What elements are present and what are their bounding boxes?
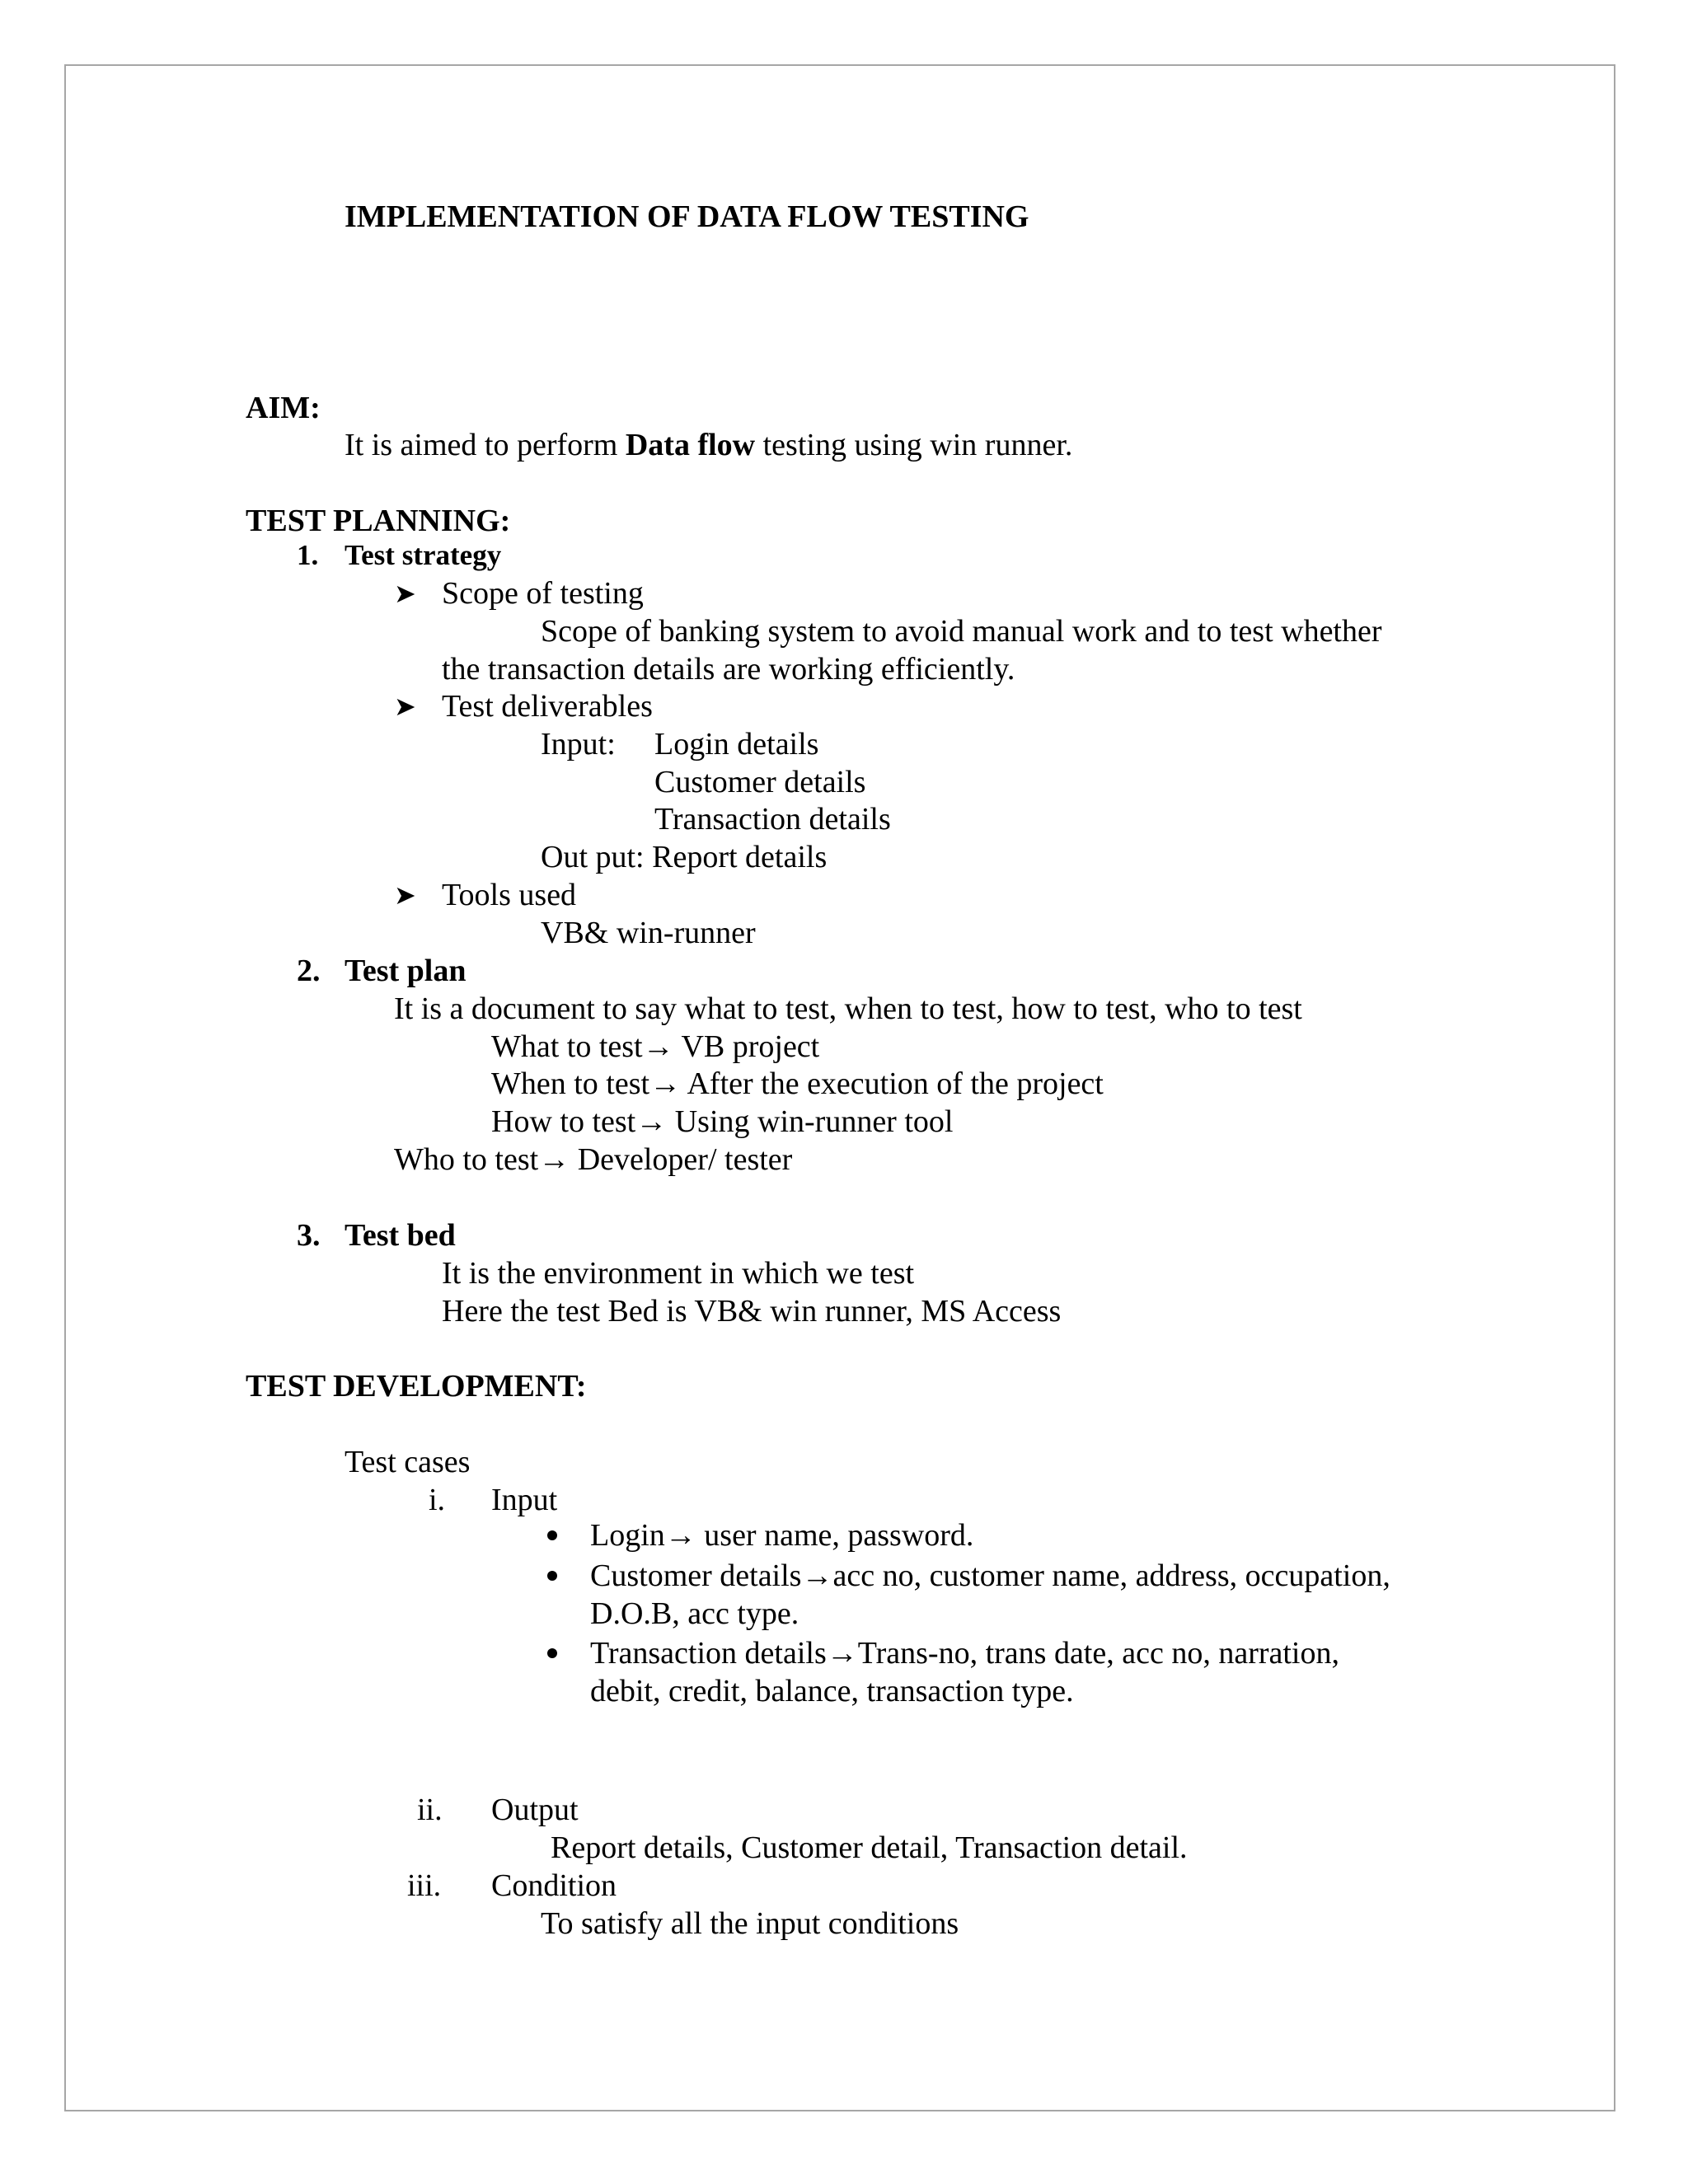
bed-label: Test bed bbox=[345, 1218, 456, 1253]
condition-case-value: To satisfy all the input conditions bbox=[541, 1906, 959, 1941]
condition-case-label: Condition bbox=[491, 1868, 617, 1903]
customer-case-line-2: D.O.B, acc type. bbox=[590, 1596, 799, 1631]
plan-label: Test plan bbox=[345, 954, 467, 988]
tools-label: Tools used bbox=[442, 878, 577, 912]
right-arrow-icon: → bbox=[649, 1066, 682, 1101]
bed-number: 3. bbox=[297, 1218, 321, 1253]
tools-value: VB& win-runner bbox=[541, 916, 756, 950]
plan-when-label: When to test bbox=[491, 1066, 650, 1101]
input-number: i. bbox=[429, 1483, 446, 1517]
round-bullet-icon bbox=[547, 1571, 557, 1581]
plan-who-label: Who to test bbox=[394, 1142, 539, 1177]
plan-how-label: How to test bbox=[491, 1104, 636, 1139]
customer-case bbox=[590, 1557, 1390, 1595]
transaction-case bbox=[590, 1634, 1339, 1672]
aim-heading: AIM: bbox=[246, 391, 321, 425]
plan-what bbox=[491, 1028, 819, 1066]
test-development-heading: TEST DEVELOPMENT: bbox=[246, 1369, 587, 1404]
input-label: Input: bbox=[541, 727, 616, 762]
right-arrow-icon: → bbox=[826, 1636, 858, 1671]
input-case-label: Input bbox=[491, 1483, 558, 1517]
aim-text-start: It is aimed to perform bbox=[345, 428, 626, 462]
output-case-label: Output bbox=[491, 1793, 579, 1827]
transaction-case-line-2: debit, credit, balance, transaction type. bbox=[590, 1674, 1074, 1708]
bed-line-2: Here the test Bed is VB& win runner, MS Access bbox=[442, 1294, 1062, 1329]
input-item: Customer details bbox=[654, 765, 866, 799]
customer-case-value: acc no, customer name, address, occupation, bbox=[832, 1558, 1390, 1593]
output-value: Report details bbox=[652, 840, 828, 874]
scope-line-1: Scope of banking system to avoid manual work and to test whether bbox=[541, 614, 1382, 649]
test-cases-label: Test cases bbox=[345, 1445, 471, 1479]
plan-what-label: What to test bbox=[491, 1029, 643, 1064]
strategy-label: Test strategy bbox=[345, 539, 502, 571]
aim-text-end: testing using win runner. bbox=[755, 428, 1073, 462]
arrowhead-bullet-icon: ➤ bbox=[394, 579, 416, 608]
login-case bbox=[590, 1516, 973, 1554]
plan-when-value: After the execution of the project bbox=[681, 1066, 1104, 1101]
plan-when bbox=[491, 1065, 1104, 1103]
plan-description: It is a document to say what to test, when to test, how to test, who to test bbox=[394, 991, 1302, 1026]
plan-number: 2. bbox=[297, 954, 321, 988]
plan-how bbox=[491, 1103, 953, 1141]
round-bullet-icon bbox=[547, 1648, 557, 1658]
arrowhead-bullet-icon: ➤ bbox=[394, 691, 416, 721]
document-title: IMPLEMENTATION OF DATA FLOW TESTING bbox=[345, 199, 1029, 234]
condition-number: iii. bbox=[407, 1868, 442, 1903]
transaction-case-label: Transaction details bbox=[590, 1636, 827, 1671]
scope-line-2: the transaction details are working efficiently. bbox=[442, 652, 1015, 687]
strategy-number: 1. bbox=[297, 539, 319, 571]
output-line bbox=[541, 838, 827, 876]
login-case-label: Login bbox=[590, 1518, 665, 1553]
right-arrow-icon: → bbox=[642, 1029, 674, 1064]
customer-case-label: Customer details bbox=[590, 1558, 802, 1593]
bed-line-1: It is the environment in which we test bbox=[442, 1256, 915, 1291]
plan-how-value: Using win-runner tool bbox=[667, 1104, 954, 1139]
right-arrow-icon: → bbox=[538, 1142, 570, 1177]
right-arrow-icon: → bbox=[635, 1104, 668, 1139]
login-case-value: user name, password. bbox=[696, 1518, 974, 1553]
test-planning-heading: TEST PLANNING: bbox=[246, 504, 511, 538]
scope-label: Scope of testing bbox=[442, 576, 644, 611]
aim-text bbox=[345, 426, 1072, 464]
deliverables-label: Test deliverables bbox=[442, 689, 653, 724]
plan-what-value: VB project bbox=[673, 1029, 820, 1064]
transaction-case-value: Trans-no, trans date, acc no, narration, bbox=[857, 1636, 1339, 1671]
output-label: Out put: bbox=[541, 840, 645, 874]
output-number: ii. bbox=[417, 1793, 443, 1827]
plan-who-value: Developer/ tester bbox=[570, 1142, 793, 1177]
output-case-value: Report details, Customer detail, Transaction detail. bbox=[551, 1830, 1188, 1865]
right-arrow-icon: → bbox=[801, 1558, 833, 1593]
input-item: Login details bbox=[654, 727, 819, 762]
input-item: Transaction details bbox=[654, 802, 891, 837]
arrowhead-bullet-icon: ➤ bbox=[394, 880, 416, 910]
plan-who bbox=[394, 1141, 792, 1179]
round-bullet-icon bbox=[547, 1530, 557, 1540]
right-arrow-icon: → bbox=[664, 1518, 696, 1553]
aim-text-bold: Data flow bbox=[625, 428, 756, 462]
